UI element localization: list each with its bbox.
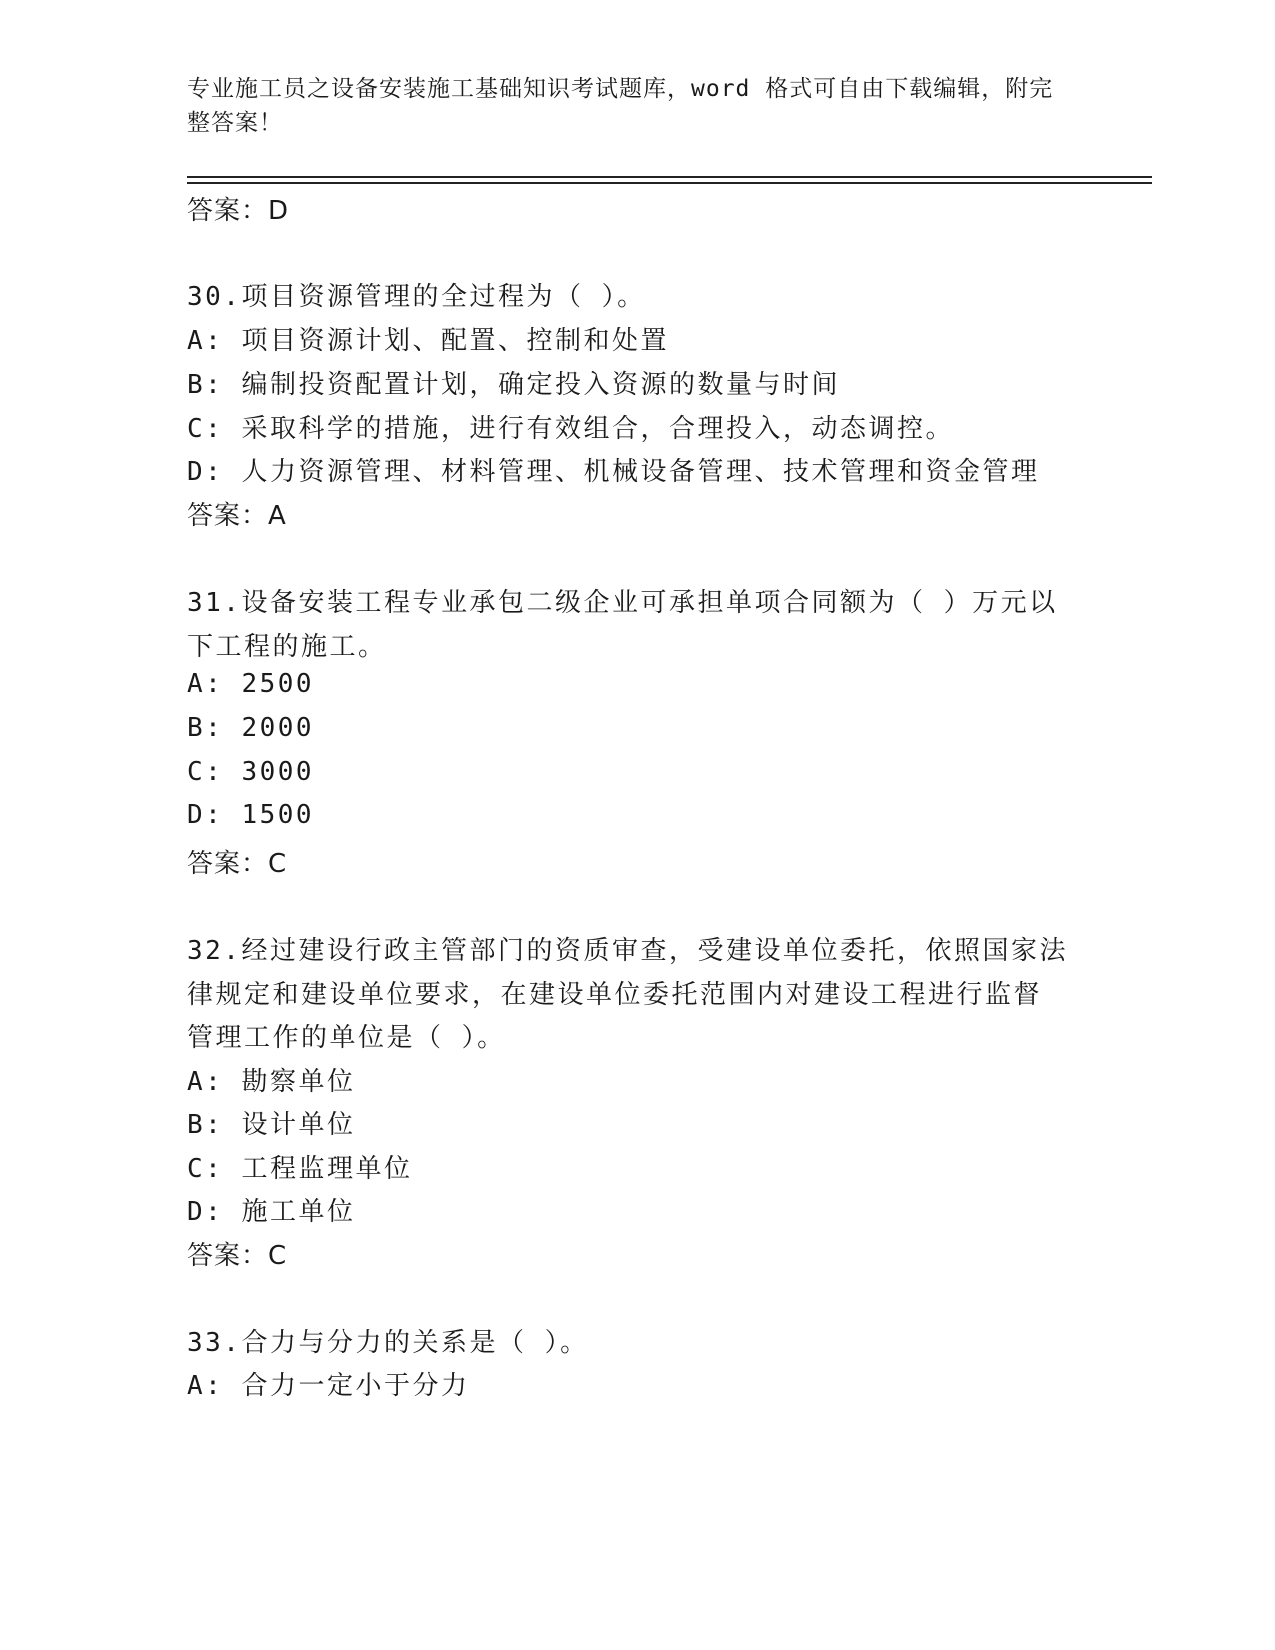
question-30-stem: 30.项目资源管理的全过程为（ ）。	[187, 282, 646, 312]
question-32-stem-line3: 管理工作的单位是（ ）。	[187, 1023, 506, 1053]
question-32-option-c: C: 工程监理单位	[187, 1154, 413, 1184]
question-31-option-d: D: 1500	[187, 800, 315, 830]
question-32-option-a: A: 勘察单位	[187, 1067, 356, 1097]
question-33-stem: 33.合力与分力的关系是（ ）。	[187, 1328, 589, 1358]
document-header: 专业施工员之设备安装施工基础知识考试题库，word 格式可自由下载编辑，附完整答案！	[187, 76, 1054, 136]
question-30-option-d: D: 人力资源管理、材料管理、机械设备管理、技术管理和资金管理	[187, 457, 1040, 487]
question-30-option-a: A: 项目资源计划、配置、控制和处置	[187, 326, 669, 356]
question-30-option-c: C: 采取科学的措施，进行有效组合，合理投入，动态调控。	[187, 414, 954, 444]
question-31-stem-line2: 下工程的施工。	[187, 632, 387, 662]
answer-31: 答案：C	[187, 849, 288, 879]
header-divider-bottom	[187, 182, 1152, 184]
question-30-option-b: B: 编制投资配置计划，确定投入资源的数量与时间	[187, 370, 840, 400]
question-31-stem-line1: 31.设备安装工程专业承包二级企业可承担单项合同额为（ ）万元以	[187, 588, 1058, 618]
question-32-option-d: D: 施工单位	[187, 1197, 356, 1227]
question-33-option-a: A: 合力一定小于分力	[187, 1371, 470, 1401]
question-32-option-b: B: 设计单位	[187, 1110, 356, 1140]
answer-32: 答案：C	[187, 1241, 288, 1271]
answer-29: 答案：D	[187, 196, 290, 226]
question-31-option-b: B: 2000	[187, 713, 315, 743]
question-32-stem-line1: 32.经过建设行政主管部门的资质审查，受建设单位委托，依照国家法	[187, 936, 1068, 966]
answer-30: 答案：A	[187, 501, 287, 531]
question-31-option-c: C: 3000	[187, 757, 315, 787]
question-32-stem-line2: 律规定和建设单位要求，在建设单位委托范围内对建设工程进行监督	[187, 980, 1043, 1010]
header-divider-top	[187, 176, 1152, 178]
question-31-option-a: A: 2500	[187, 669, 315, 699]
